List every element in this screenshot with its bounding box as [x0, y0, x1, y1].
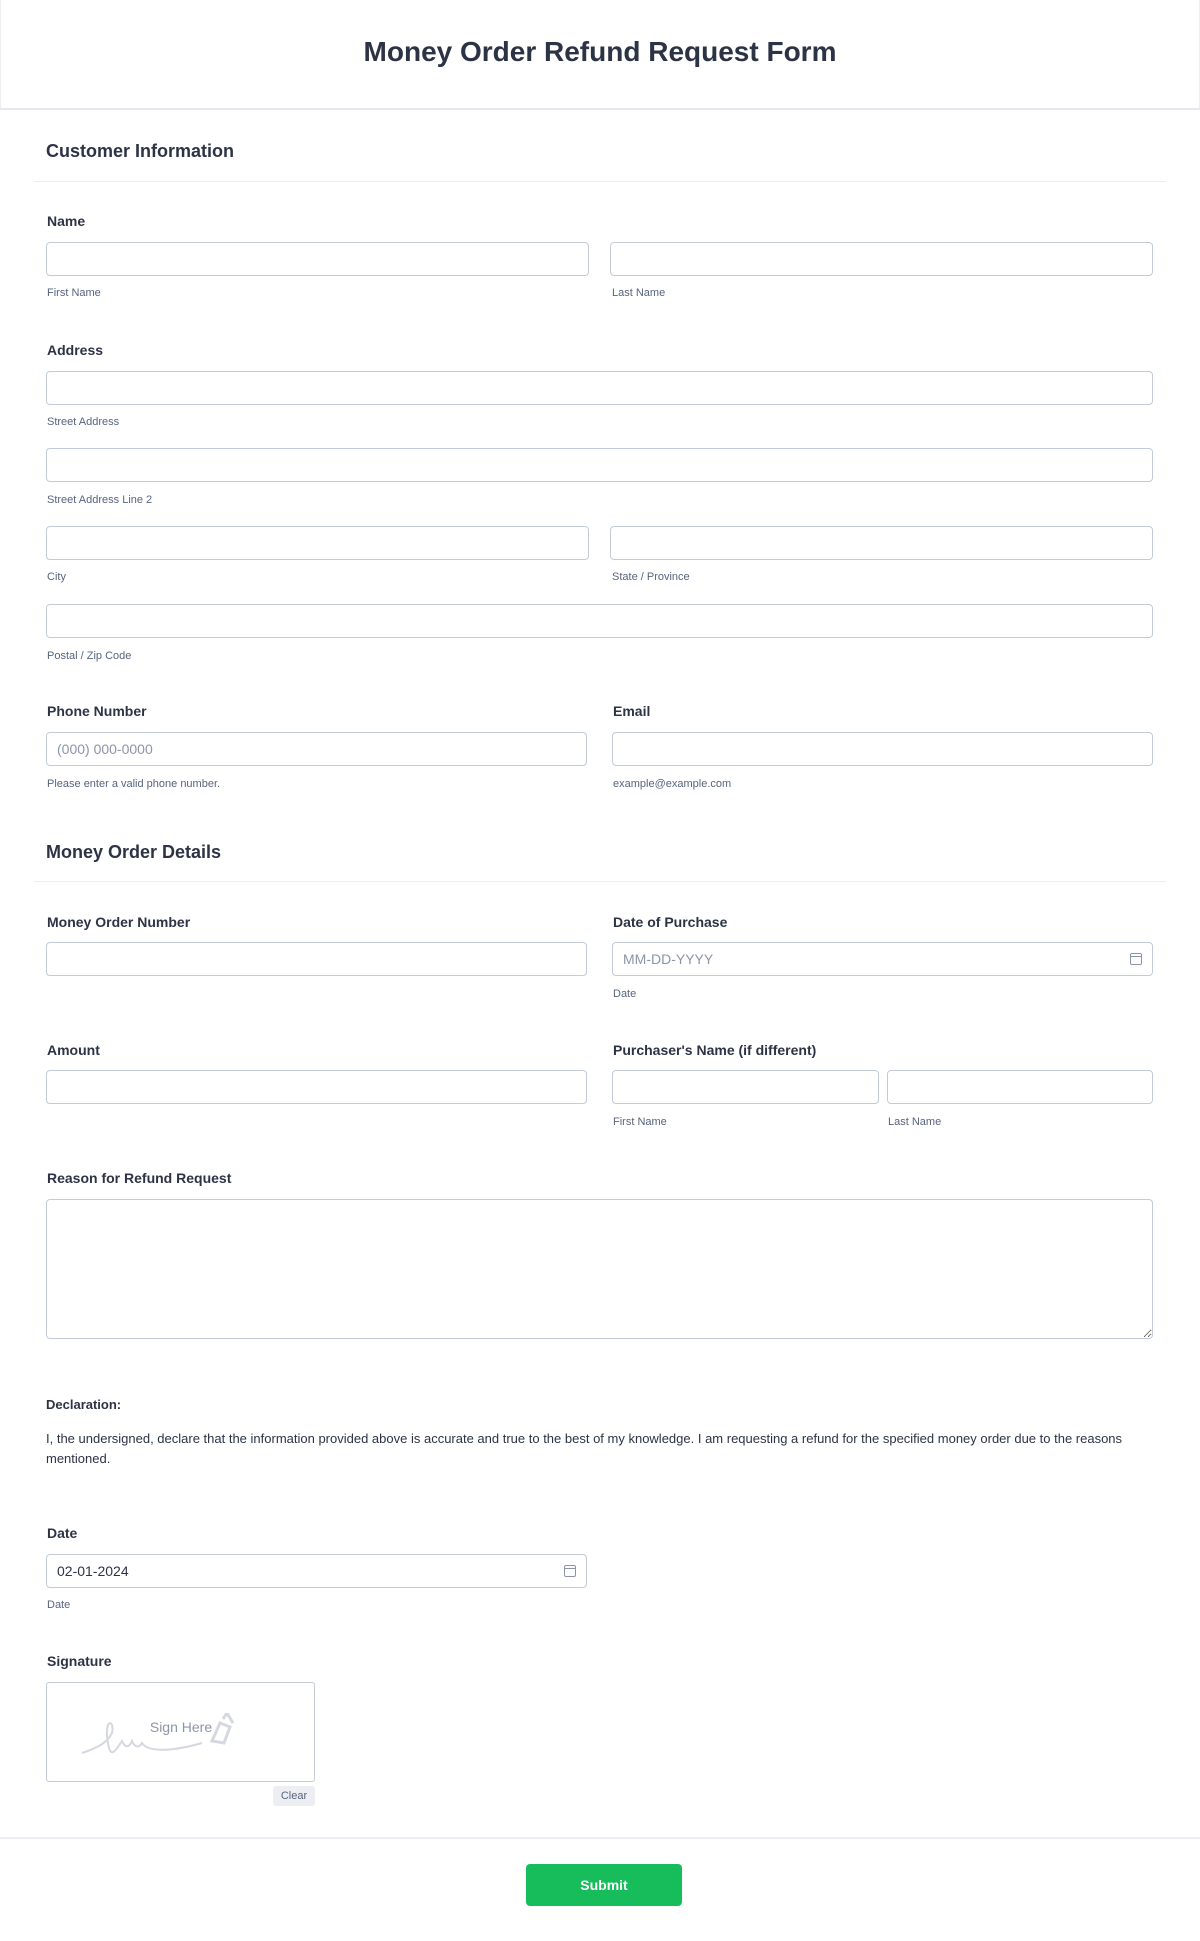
date-value: 02-01-2024	[57, 1563, 129, 1579]
purchaser-last-name-input[interactable]	[887, 1070, 1153, 1104]
date-of-purchase-label: Date of Purchase	[613, 914, 728, 930]
footer-divider	[0, 1837, 1200, 1839]
email-label: Email	[613, 703, 651, 719]
phone-input[interactable]	[46, 732, 587, 766]
postal-code-sublabel: Postal / Zip Code	[47, 650, 132, 662]
money-order-number-input[interactable]	[46, 942, 587, 976]
date-placeholder: MM-DD-YYYY	[623, 951, 714, 967]
city-sublabel: City	[47, 571, 66, 583]
clear-signature-button[interactable]: Clear	[273, 1786, 315, 1806]
calendar-icon[interactable]	[1130, 953, 1142, 965]
phone-label: Phone Number	[47, 703, 147, 719]
date-of-purchase-input[interactable]	[612, 942, 1153, 976]
purchaser-first-sublabel: First Name	[613, 1116, 667, 1128]
calendar-icon[interactable]	[564, 1565, 576, 1577]
first-name-input[interactable]	[46, 242, 589, 276]
date-sublabel: Date	[47, 1599, 71, 1611]
address-label: Address	[47, 342, 104, 358]
last-name-sublabel: Last Name	[612, 287, 666, 299]
declaration-heading: Declaration:	[46, 1397, 122, 1412]
declaration-text: I, the undersigned, declare that the information provided above is accurate and true to the best of my knowledge. I am requesting a refund for the specified money order due to the reasons mentioned.	[46, 1431, 1123, 1466]
street-address-input[interactable]	[46, 371, 1153, 405]
date-of-purchase-sublabel: Date	[613, 988, 637, 1000]
state-input[interactable]	[610, 526, 1153, 560]
email-sublabel: example@example.com	[613, 778, 732, 790]
first-name-sublabel: First Name	[47, 287, 101, 299]
date-input[interactable]	[46, 1554, 587, 1588]
form-title: Money Order Refund Request Form	[363, 36, 837, 67]
street-address-line2-input[interactable]	[46, 448, 1153, 482]
signature-label: Signature	[47, 1653, 112, 1669]
phone-placeholder: (000) 000-0000	[57, 741, 153, 757]
postal-code-input[interactable]	[46, 604, 1153, 638]
sign-here-placeholder: Sign Here	[149, 1719, 213, 1735]
section-heading-customer: Customer Information	[46, 141, 235, 161]
last-name-input[interactable]	[610, 242, 1153, 276]
street-address-line2-sublabel: Street Address Line 2	[47, 494, 153, 506]
section-heading-money-order: Money Order Details	[46, 842, 222, 862]
phone-sublabel: Please enter a valid phone number.	[47, 778, 221, 790]
purchaser-last-sublabel: Last Name	[888, 1116, 942, 1128]
state-sublabel: State / Province	[612, 571, 690, 583]
street-address-sublabel: Street Address	[47, 416, 120, 428]
purchaser-name-label: Purchaser's Name (if different)	[613, 1042, 817, 1058]
signature-pen-icon	[77, 1713, 287, 1763]
submit-button[interactable]: Submit	[526, 1864, 682, 1906]
reason-textarea[interactable]	[46, 1199, 1153, 1339]
money-order-number-label: Money Order Number	[47, 914, 191, 930]
reason-label: Reason for Refund Request	[47, 1170, 232, 1186]
divider	[34, 181, 1166, 182]
email-input[interactable]	[612, 732, 1153, 766]
divider	[34, 881, 1166, 882]
amount-label: Amount	[47, 1042, 100, 1058]
amount-input[interactable]	[46, 1070, 587, 1104]
purchaser-first-name-input[interactable]	[612, 1070, 879, 1104]
date-label: Date	[47, 1525, 78, 1541]
city-input[interactable]	[46, 526, 589, 560]
name-label: Name	[47, 213, 86, 229]
signature-pad[interactable]	[46, 1682, 315, 1782]
